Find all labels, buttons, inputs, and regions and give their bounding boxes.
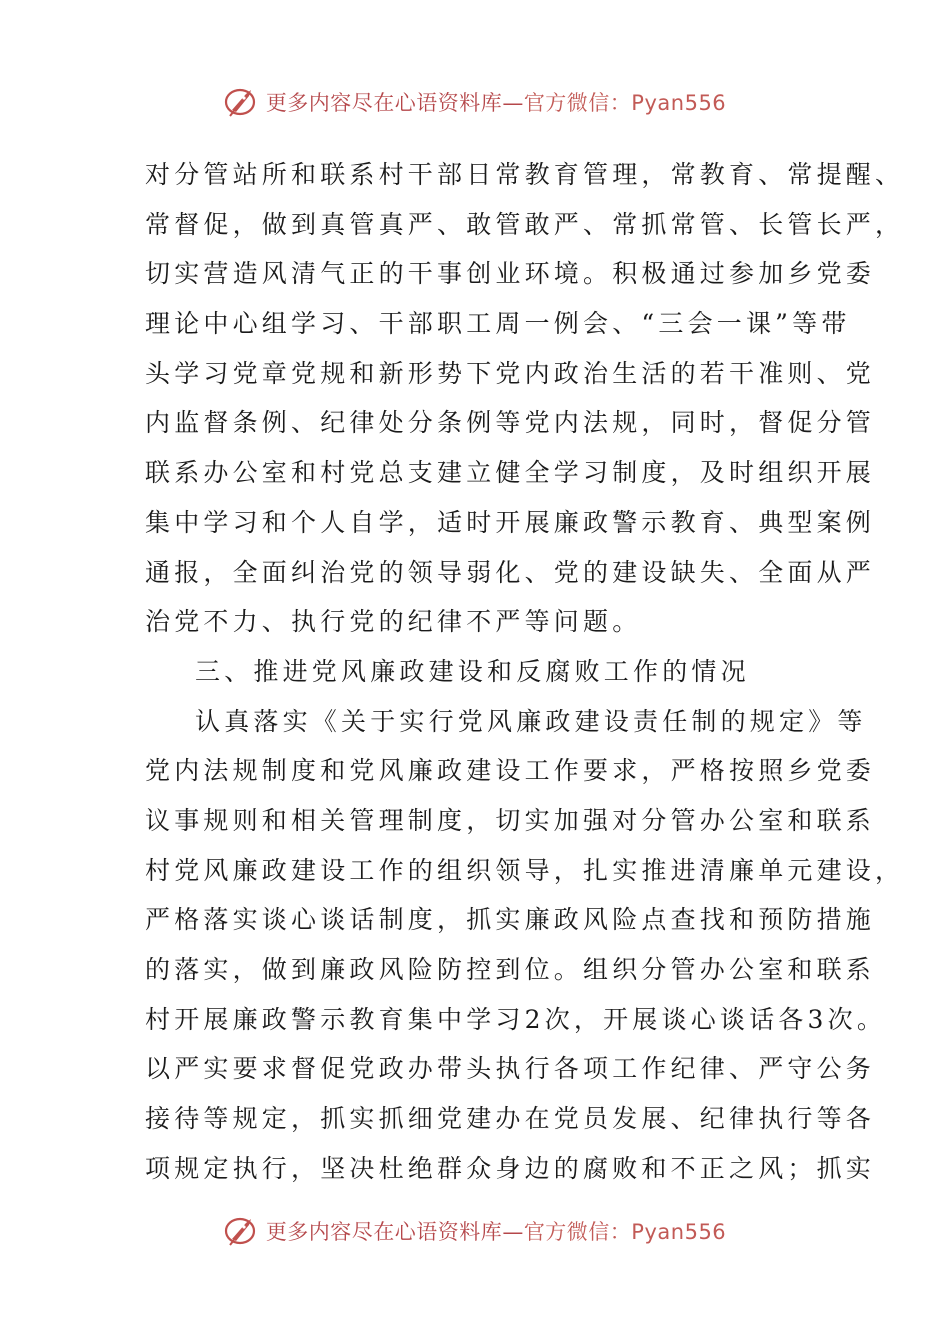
text-line: 以严实要求督促党政办带头执行各项工作纪律、严守公务 — [145, 1054, 876, 1084]
text-line: 对分管站所和联系村干部日常教育管理，常教育、常提醒、 — [145, 160, 905, 189]
text-line: 通报，全面纠治党的领导弱化、党的建设缺失、全面从严 — [145, 557, 876, 587]
text-line: 常督促，做到真管真严、敢管敢严、常抓常管、长管长严， — [145, 209, 905, 239]
text-line: 党内法规制度和党风廉政建设工作要求，严格按照乡党委 — [145, 756, 876, 786]
pen-nib-logo-icon — [224, 84, 260, 120]
text-line: 集中学习和个人自学，适时开展廉政警示教育、典型案例 — [145, 507, 876, 537]
watermark-contact: 官方微信：Pyan556 — [523, 91, 727, 115]
pen-nib-logo-icon — [224, 1213, 260, 1249]
watermark-title: 更多内容尽在心语资料库 — [265, 1220, 503, 1244]
text-line: 头学习党章党规和新形势下党内政治生活的若干准则、党 — [145, 358, 876, 388]
paragraph-first-line: 认真落实《关于实行党风廉政建设责任制的规定》等 — [195, 706, 867, 736]
text-line: 村党风廉政建设工作的组织领导，扎实推进清廉单元建设， — [145, 855, 905, 885]
watermark-footer — [0, 1209, 950, 1253]
text-line: 议事规则和相关管理制度，切实加强对分管办公室和联系 — [145, 805, 876, 835]
watermark-separator: — — [502, 1220, 524, 1244]
text-line: 内监督条例、纪律处分条例等党内法规，同时，督促分管 — [145, 408, 876, 438]
watermark-title: 更多内容尽在心语资料库 — [265, 91, 503, 115]
text-line: 接待等规定，抓实抓细党建办在党员发展、纪律执行等各 — [145, 1104, 876, 1134]
watermark-contact: 官方微信：Pyan556 — [523, 1220, 727, 1244]
text-line: 村开展廉政警示教育集中学习2次，开展谈心谈话各3次。 — [145, 1004, 887, 1034]
watermark-header — [0, 80, 950, 124]
watermark-text — [266, 1216, 726, 1246]
text-line: 严格落实谈心谈话制度，抓实廉政风险点查找和预防措施 — [145, 905, 876, 935]
text-line: 理论中心组学习、干部职工周一例会、“三会一课”等带 — [145, 309, 851, 339]
watermark-text — [266, 87, 726, 117]
text-line: 切实营造风清气正的干事创业环境。积极通过参加乡党委 — [145, 259, 876, 289]
text-line: 治党不力、执行党的纪律不严等问题。 — [145, 607, 642, 637]
document-body — [145, 150, 905, 1193]
text-line: 的落实，做到廉政风险防控到位。组织分管办公室和联系 — [145, 955, 876, 984]
text-line: 项规定执行，坚决杜绝群众身边的腐败和不正之风；抓实 — [145, 1153, 876, 1183]
watermark-separator: — — [502, 91, 524, 115]
section-heading: 三、推进党风廉政建设和反腐败工作的情况 — [195, 656, 750, 686]
text-line: 联系办公室和村党总支建立健全学习制度，及时组织开展 — [145, 458, 876, 488]
